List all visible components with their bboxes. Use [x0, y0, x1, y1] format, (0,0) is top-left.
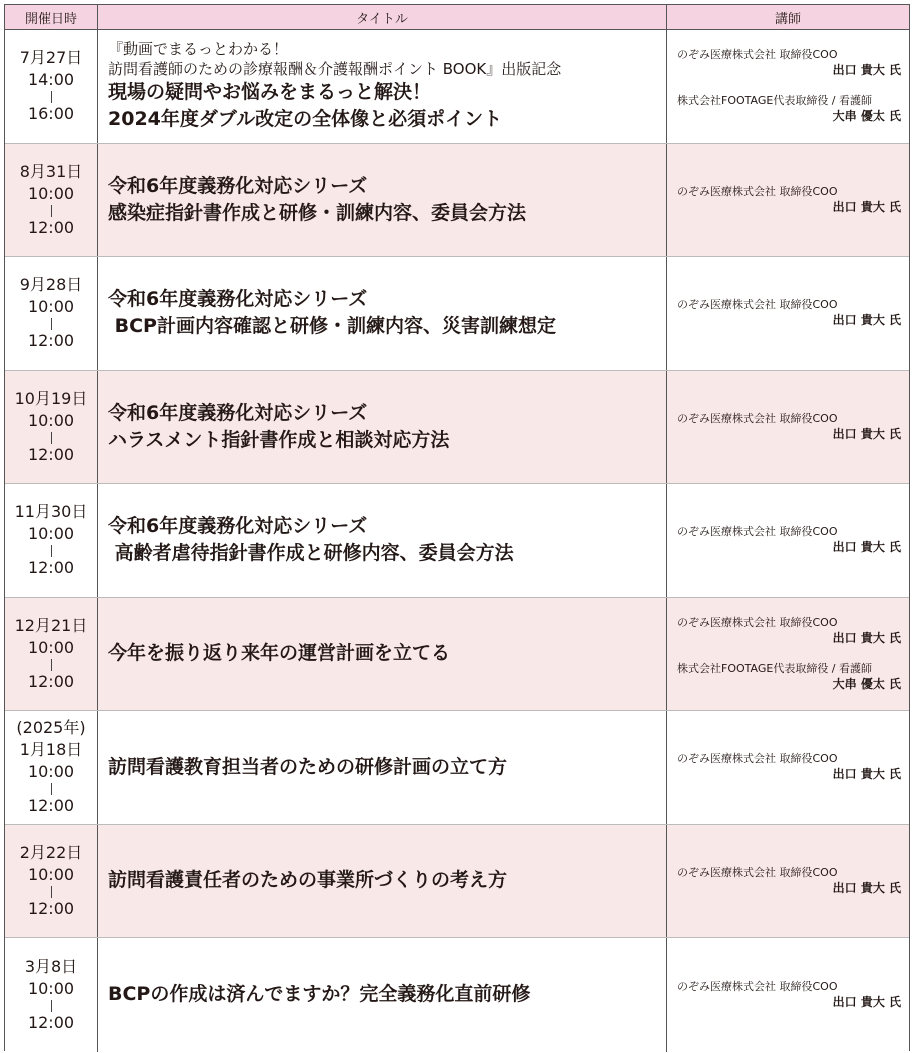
end-time: 12:00 [27, 671, 75, 691]
lecturer-name: 出口 貴大 氏 [832, 313, 901, 328]
date-label: 7月27日 [19, 48, 83, 68]
date-label: 11月30日 [14, 502, 88, 522]
table-body [5, 30, 909, 1052]
title-cell [98, 598, 667, 711]
date-label: 3月8日 [24, 956, 78, 976]
date-label: 10月19日 [14, 388, 88, 408]
table-row [5, 598, 909, 712]
start-time: 10:00 [27, 524, 75, 544]
title-main: BCP計画内容確認と研修・訓練内容、災害訓練想定 [108, 315, 556, 338]
time-range-separator [51, 783, 52, 795]
date-label: 2月22日 [19, 842, 83, 862]
lecturer-cell [667, 598, 909, 711]
title-cell [98, 257, 667, 370]
lecturer-affiliation: のぞみ医療株式会社 取締役COO [677, 752, 838, 766]
date-cell [5, 711, 98, 824]
date-label: (2025年) [16, 718, 86, 738]
end-time: 12:00 [27, 796, 75, 816]
lecturer-cell [667, 711, 909, 824]
title-main: 感染症指針書作成と研修・訓練内容、委員会方法 [108, 201, 527, 224]
lecturer-name: 出口 貴大 氏 [832, 540, 901, 555]
title-main: 令和6年度義務化対応シリーズ [108, 515, 368, 538]
table-row [5, 711, 909, 825]
title-cell [98, 938, 667, 1052]
end-time: 12:00 [27, 898, 75, 918]
date-cell [5, 371, 98, 484]
lecturer-affiliation: のぞみ医療株式会社 取締役COO [677, 298, 838, 312]
lecturer-name: 大串 優太 氏 [832, 676, 901, 691]
date-label: 9月28日 [19, 275, 83, 295]
lecturer-cell [667, 257, 909, 370]
table-row [5, 484, 909, 598]
date-cell [5, 484, 98, 597]
title-cell [98, 30, 667, 143]
table-row [5, 825, 909, 939]
table-row [5, 144, 909, 258]
start-time: 10:00 [27, 762, 75, 782]
end-time: 12:00 [27, 444, 75, 464]
start-time: 10:00 [27, 183, 75, 203]
title-main: 高齢者虐待指針書作成と研修内容、委員会方法 [108, 542, 514, 565]
lecturer-name: 出口 貴大 氏 [832, 199, 901, 214]
title-cell [98, 144, 667, 257]
date-cell [5, 598, 98, 711]
time-range-separator [51, 91, 52, 103]
time-range-separator [51, 1000, 52, 1012]
seminar-schedule-table [4, 4, 910, 1051]
date-cell [5, 144, 98, 257]
end-time: 12:00 [27, 331, 75, 351]
lecturer-cell [667, 371, 909, 484]
date-cell [5, 257, 98, 370]
table-row [5, 30, 909, 144]
start-time: 10:00 [27, 864, 75, 884]
start-time: 10:00 [27, 637, 75, 657]
time-range-separator [51, 318, 52, 330]
date-cell [5, 825, 98, 938]
lecturer-cell [667, 484, 909, 597]
end-time: 12:00 [27, 1012, 75, 1032]
start-time: 10:00 [27, 978, 75, 998]
date-cell [5, 938, 98, 1052]
start-time: 10:00 [27, 297, 75, 317]
title-subheading: 訪問看護師のための診療報酬＆介護報酬ポイント BOOK』出版記念 [108, 60, 562, 79]
lecturer-affiliation: のぞみ医療株式会社 取締役COO [677, 525, 838, 539]
lecturer-name: 出口 貴大 氏 [832, 63, 901, 78]
lecturer-name: 出口 貴大 氏 [832, 767, 901, 782]
lecturer-cell [667, 144, 909, 257]
end-time: 16:00 [27, 104, 75, 124]
lecturer-affiliation: のぞみ医療株式会社 取締役COO [677, 615, 838, 629]
lecturer-cell [667, 938, 909, 1052]
lecturer-affiliation: 株式会社FOOTAGE代表取締役 / 看護師 [677, 94, 873, 108]
end-time: 12:00 [27, 558, 75, 578]
time-range-separator [51, 659, 52, 671]
title-cell [98, 371, 667, 484]
lecturer-affiliation: のぞみ医療株式会社 取締役COO [677, 184, 838, 198]
start-time: 10:00 [27, 410, 75, 430]
date-label: 8月31日 [19, 161, 83, 181]
title-main: 現場の疑問やお悩みをまるっと解決！ [108, 81, 432, 104]
lecturer-name: 出口 貴大 氏 [832, 630, 901, 645]
lecturer-affiliation: のぞみ医療株式会社 取締役COO [677, 48, 838, 62]
time-range-separator [51, 205, 52, 217]
title-cell [98, 711, 667, 824]
table-row [5, 371, 909, 485]
lecturer-affiliation: 株式会社FOOTAGE代表取締役 / 看護師 [677, 661, 873, 675]
title-main: 訪問看護教育担当者のための研修計画の立て方 [108, 755, 508, 778]
title-main: 今年を振り返り来年の運営計画を立てる [108, 642, 451, 665]
lecturer-cell [667, 825, 909, 938]
header-date: 開催日時 [5, 5, 98, 29]
title-main: 令和6年度義務化対応シリーズ [108, 288, 368, 311]
start-time: 14:00 [27, 70, 75, 90]
time-range-separator [51, 886, 52, 898]
title-main: ハラスメント指針書作成と相談対応方法 [108, 428, 450, 451]
lecturer-name: 出口 貴大 氏 [832, 426, 901, 441]
header-title: タイトル [98, 5, 667, 29]
title-main: 2024年度ダブル改定の全体像と必須ポイント [108, 108, 503, 131]
table-header [5, 5, 909, 30]
lecturer-cell [667, 30, 909, 143]
title-cell [98, 484, 667, 597]
time-range-separator [51, 432, 52, 444]
lecturer-affiliation: のぞみ医療株式会社 取締役COO [677, 411, 838, 425]
table-row [5, 938, 909, 1052]
title-main: 令和6年度義務化対応シリーズ [108, 174, 368, 197]
time-range-separator [51, 545, 52, 557]
title-main: BCPの作成は済んでますか？完全義務化直前研修 [108, 983, 531, 1006]
table-row [5, 257, 909, 371]
title-subheading: 『動画でまるっとわかる！ [108, 40, 289, 59]
lecturer-name: 出口 貴大 氏 [832, 994, 901, 1009]
title-main: 令和6年度義務化対応シリーズ [108, 401, 368, 424]
lecturer-name: 大串 優太 氏 [832, 109, 901, 124]
lecturer-affiliation: のぞみ医療株式会社 取締役COO [677, 865, 838, 879]
date-cell [5, 30, 98, 143]
end-time: 12:00 [27, 217, 75, 237]
title-main: 訪問看護責任者のための事業所づくりの考え方 [108, 869, 508, 892]
date-label: 12月21日 [14, 615, 88, 635]
header-lecturer: 講師 [774, 11, 801, 27]
title-cell [98, 825, 667, 938]
date-label: 1月18日 [19, 740, 83, 760]
lecturer-affiliation: のぞみ医療株式会社 取締役COO [677, 979, 838, 993]
lecturer-name: 出口 貴大 氏 [832, 880, 901, 895]
